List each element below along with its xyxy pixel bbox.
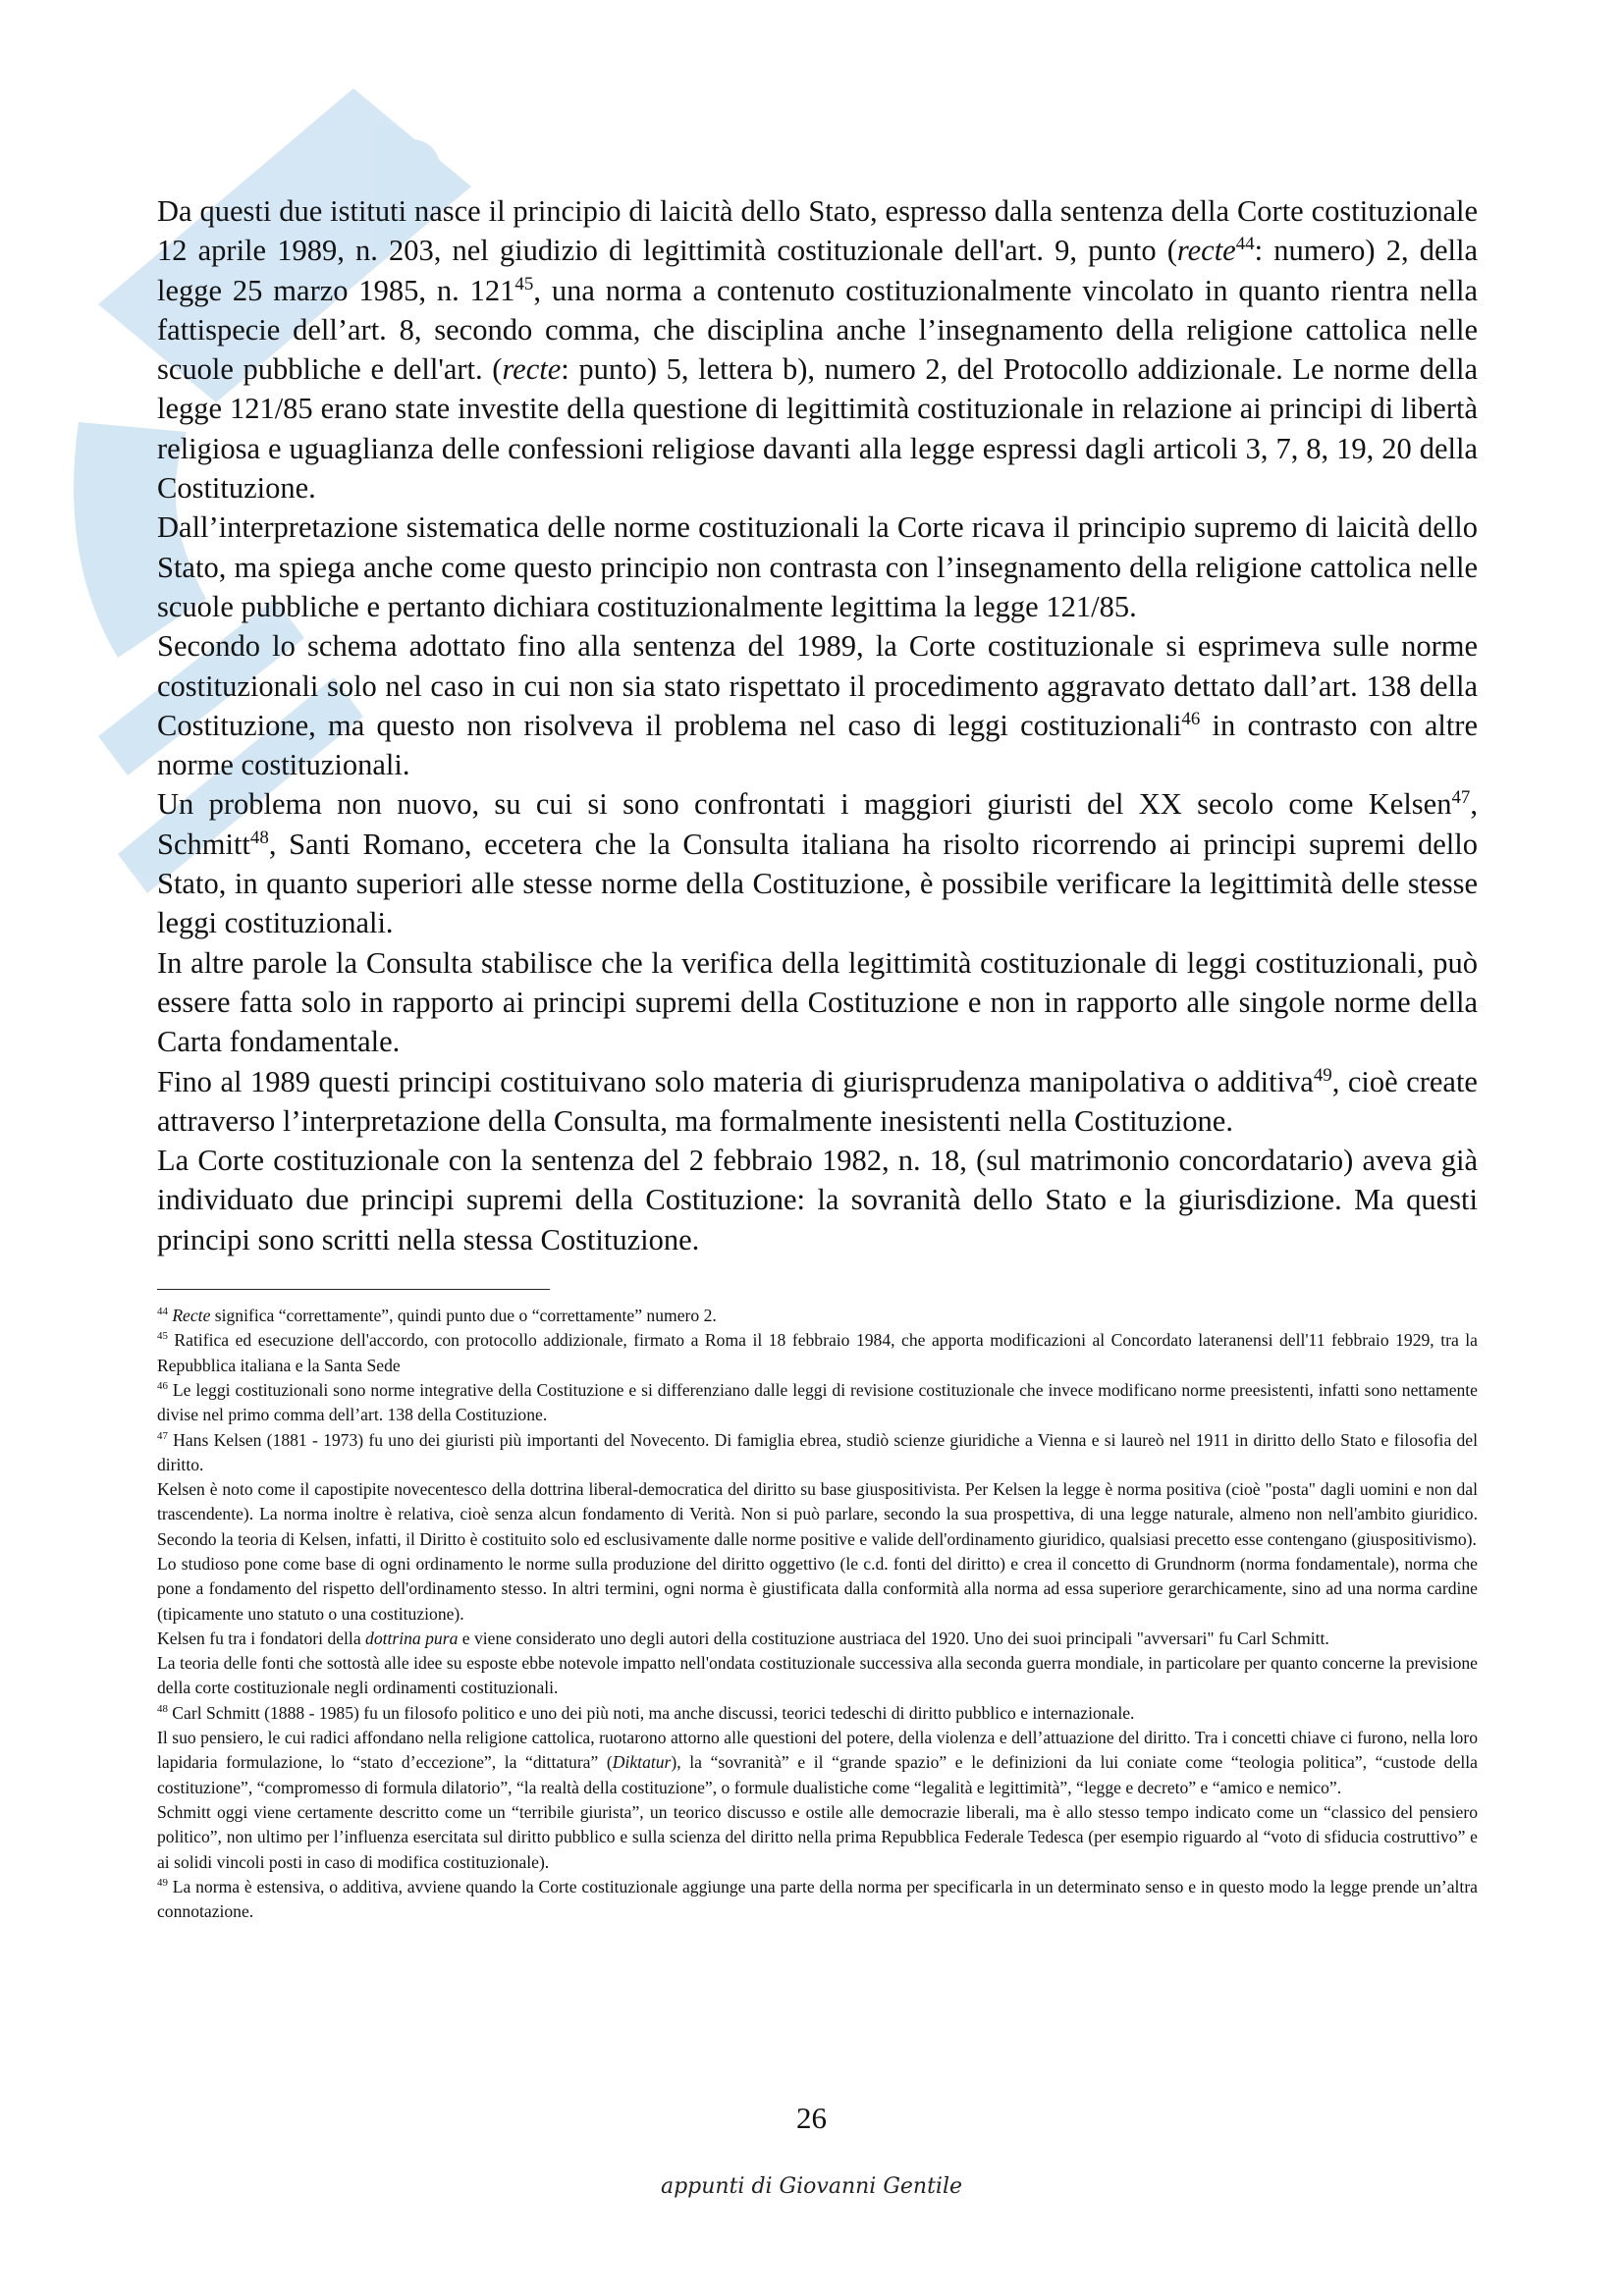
body-paragraph [157,626,1478,784]
text-run: Kelsen è noto come il capostipite novecentesco della dottrina liberal-democratica del diritto su base giuspositivista. Per Kelsen la legge è norma positiva (cioè "posta" dagli uomini e non dal trascendente). La norma inoltre è relativa, cioè senza alcun fondamento di Verità. Non si può parlare, secondo la sua prospettiva, di una legge naturale, almeno non nell'ambito giuridico. Secondo la teoria di Kelsen, infatti, il Diritto è costituito solo ed esclusivamente dalle norme positive e valide dell'ordinamento giuridico, qualsiasi precetto esse contengano (giuspositivismo). [157,1479,1478,1549]
footnote [157,1651,1478,1701]
text-run: Schmitt oggi viene certamente descritto come un “terribile giurista”, un teorico discusso e ostile alle democrazie liberali, ma è allo stesso tempo indicato come un “classico del pensiero politico”, non ultimo per l’influenza esercitata sul diritto pubblico e sulla scienza del diritto nella prima Repubblica Federale Tedesca (per esempio riguardo al “voto di sfiducia costruttivo” e ai solidi vincoli posti in caso di modifica costituzionale). [157,1801,1478,1872]
text-run: Lo studioso pone come base di ogni ordinamento le norme sulla produzione del diritto oggettivo (le c.d. fonti del diritto) e crea il concetto di Grundnorm (norma fondamentale), norma che pone a fondamento del rispetto dell'ordinamento stesso. In altri termini, ogni norma è giustificata dalla conformità alla norma ad essa superiore gerarchicamente, sino ad una norma cardine (tipicamente uno statuto o una costituzione). [157,1553,1478,1624]
page-content [157,191,1478,1924]
text-run: , cioè create attraverso l’interpretazione della Consulta, ma formalmente inesistenti nella Costituzione. [157,1064,1478,1138]
footnote-marker: 44 [157,1306,168,1318]
text-run: Le leggi costituzionali sono norme integrative della Costituzione e si differenziano dalle leggi di revisione costituzionale che invece modificano norme preesistenti, infatti sono nettamente divise nel primo comma dell’art. 138 della Costituzione. [157,1379,1478,1425]
footnote [157,1304,1478,1328]
text-run: dottrina pura [365,1628,459,1648]
text-run: Un problema non nuovo, su cui si sono confrontati i maggiori giuristi del XX secolo come Kelsen [157,787,1452,822]
footnote-marker: 48 [249,827,269,848]
text-run: Fino al 1989 questi principi costituivano solo materia di giurisprudenza manipolativa o additiva [157,1064,1314,1098]
footnotes [157,1304,1478,1924]
footnote-separator [157,1289,550,1290]
text-run: La teoria delle fonti che sottostà alle idee su esposte ebbe notevole impatto nell'ondata costituzionale successiva alla seconda guerra mondiale, in particolare per quanto concerne la previsione della corte costituzionale negli ordinamenti costituzionali. [157,1653,1478,1698]
footnote [157,1627,1478,1651]
text-run: Kelsen fu tra i fondatori della [157,1628,366,1648]
footnote [157,1800,1478,1875]
text-run: Hans Kelsen (1881 - 1973) fu uno dei giuristi più importanti del Novecento. Di famiglia ebrea, studiò scienze giuridiche a Vienna e si laureò nel 1911 in diritto dello Stato e filosofia del diritto. [157,1429,1478,1474]
text-run: in contrasto con altre norme costituzionali. [157,708,1478,782]
body-paragraph [157,784,1478,942]
footnote [157,1378,1478,1428]
text-run: La norma è estensiva, o additiva, avviene quando la Corte costituzionale aggiunge una parte della norma per specificarla in un determinato senso e in questo modo la legge prende un’altra connotazione. [157,1876,1478,1922]
watermark-dot-shape [385,139,440,194]
body-paragraph [157,1062,1478,1142]
footnote [157,1477,1478,1552]
text-run: e viene considerato uno degli autori della costituzione austriaca del 1920. Uno dei suoi principali "avversari" fu Carl Schmitt. [458,1628,1329,1648]
text-run: Carl Schmitt (1888 - 1985) fu un filosofo politico e uno dei più noti, ma anche discussi, teorici tedeschi di diritto pubblico e internazionale. [167,1702,1135,1723]
text-run: Secondo lo schema adottato fino alla sentenza del 1989, la Corte costituzionale si esprimeva sulle norme costituzionali solo nel caso in cui non sia stato rispettato il procedimento aggravato dettato dall’art. 138 della Costituzione, ma questo non risolveva il problema nel caso di leggi costituzionali [157,629,1478,742]
footnote [157,1726,1478,1800]
text-run: : numero) 2, della legge 25 marzo 1985, n. 121 [157,234,1478,307]
footnote [157,1875,1478,1925]
text-run: Recte [172,1306,211,1326]
text-run: Da questi due istituti nasce il principio di laicità dello Stato, espresso dalla sentenza della Corte costituzionale 12 aprile 1989, n. 203, nel giudizio di legittimità costituzionale dell'art. 9, punto ( [157,194,1478,268]
text-run: : punto) 5, lettera b), numero 2, del Protocollo addizionale. Le norme della legge 121/85 erano state investite della questione di legittimità costituzionale in relazione ai principi di libertà religiosa e uguaglianza delle confessioni religiose davanti alla legge espressi dagli articoli 3, 7, 8, 19, 20 della Costituzione. [157,352,1478,506]
footnote-marker: 47 [157,1429,168,1442]
author-signature: appunti di Giovanni Gentile [660,2174,963,2199]
footnote [157,1328,1478,1378]
footnote-marker: 46 [157,1380,168,1393]
text-run: Dall’interpretazione sistematica delle norme costituzionali la Corte ricava il principio supremo di laicità dello Stato, ma spiega anche come questo principio non contrasta con l’insegnamento della religione cattolica nelle scuole pubbliche e pertanto dichiara costituzionalmente legittima la legge 121/85. [157,510,1478,623]
text-run: Diktatur [612,1752,672,1773]
text-run: , Santi Romano, eccetera che la Consulta italiana ha risolto ricorrendo ai principi supremi dello Stato, in quanto superiori alle stesse norme della Costituzione, è possibile verificare la legittimità delle stesse leggi costituzionali. [157,827,1478,940]
footnote [157,1701,1478,1726]
text-run: Il suo pensiero, le cui radici affondano nella religione cattolica, ruotarono attorno alle questioni del potere, della violenza e dell’attuazione del diritto. Tra i concetti chiave ci furono, nella loro lapidaria formulazione, lo “stato d’eccezione”, la “dittatura” ( [157,1728,1478,1773]
footnote [157,1552,1478,1627]
text-run: recte [1176,234,1236,268]
footnote-marker: 46 [1181,708,1201,729]
body-paragraph [157,1141,1478,1259]
page-number: 26 [796,2101,827,2135]
footnote-marker: 49 [1313,1064,1332,1086]
text-run: , Schmitt [157,787,1478,861]
text-run: ), la “sovranità” e il “grande spazio” e le definizioni da lui coniate come “teologia politica”, “custode della costituzione”, “compromesso di formula dilatorio”, “la realtà della costituzione”, o formule dualistiche come “legalità e legittimità”, “legge e decreto” e “amico e nemico”. [157,1752,1478,1797]
footnote [157,1428,1478,1478]
text-run: significa “correttamente”, quindi punto due o “correttamente” numero 2. [210,1306,717,1326]
footnote-marker: 48 [157,1702,168,1715]
body-paragraph [157,943,1478,1062]
text-run: recte [502,352,562,387]
footnote-marker: 47 [1451,787,1471,809]
footnote-marker: 45 [157,1330,168,1343]
text-run: Ratifica ed esecuzione dell'accordo, con protocollo addizionale, firmato a Roma il 18 febbraio 1984, che apporta modificazioni al Concordato lateranensi dell'11 febbraio 1929, tra la Repubblica italiana e la Santa Sede [157,1330,1478,1375]
footnote-marker: 49 [157,1876,168,1889]
footnote-marker: 45 [514,273,534,294]
body-paragraph [157,507,1478,626]
text-run: In altre parole la Consulta stabilisce che la verifica della legittimità costituzionale di leggi costituzionali, può essere fatta solo in rapporto ai principi supremi della Costituzione e non in rapporto alle singole norme della Carta fondamentale. [157,945,1478,1059]
main-text [157,191,1478,1259]
text-run: La Corte costituzionale con la sentenza del 2 febbraio 1982, n. 18, (sul matrimonio concordatario) aveva già individuato due principi supremi della Costituzione: la sovranità dello Stato e la giurisdizione. Ma questi principi sono scritti nella stessa Costituzione. [157,1144,1478,1256]
body-paragraph [157,191,1478,507]
footnote-marker: 44 [1235,234,1255,255]
text-run: , una norma a contenuto costituzionalmente vincolato in quanto rientra nella fattispecie dell’art. 8, secondo comma, che disciplina anche l’insegnamento della religione cattolica nelle scuole pubbliche e dell'art. ( [157,273,1478,387]
